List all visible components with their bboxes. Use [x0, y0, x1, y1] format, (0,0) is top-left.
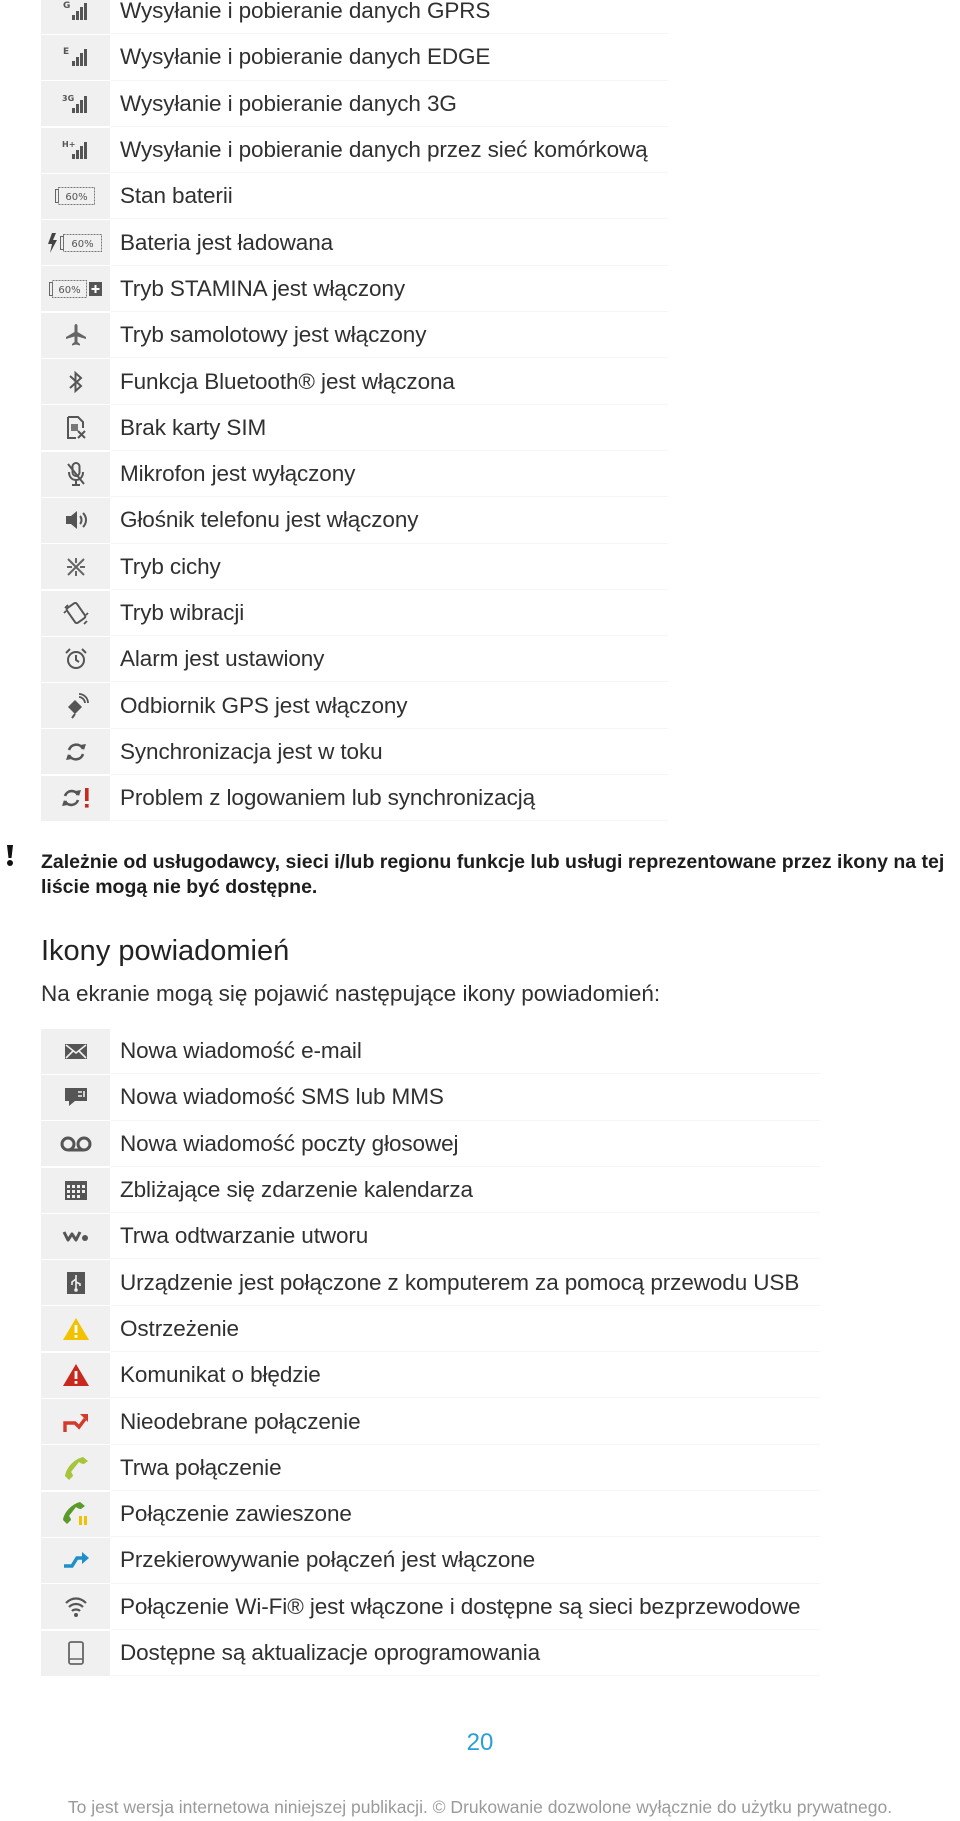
battery-icon [41, 174, 110, 219]
speaker-icon [41, 498, 110, 543]
row-label: Funkcja Bluetooth® jest włączona [120, 368, 455, 394]
table-row [41, 312, 648, 358]
mic-off-icon [41, 452, 110, 497]
wifi-icon [41, 1584, 110, 1629]
row-label: Tryb samolotowy jest włączony [120, 322, 427, 348]
table-row [41, 1584, 800, 1630]
row-label: Tryb cichy [120, 553, 221, 579]
table-row [41, 682, 648, 728]
row-label: Wysyłanie i pobieranie danych przez sieć komórkową [120, 137, 648, 163]
svg-text:E: E [62, 47, 69, 58]
gprs-signal-icon [41, 0, 110, 34]
row-label: Synchronizacja jest w toku [120, 738, 383, 764]
row-label: Problem z logowaniem lub synchronizacją [120, 785, 536, 811]
row-label: Wysyłanie i pobieranie danych GPRS [120, 0, 491, 24]
call-on-hold-icon [41, 1492, 110, 1537]
row-label: Bateria jest ładowana [120, 229, 334, 255]
table-row [41, 81, 648, 127]
row-label: Nowa wiadomość e-mail [120, 1038, 362, 1064]
table-row [41, 497, 648, 543]
table-row [41, 775, 648, 821]
row-label: Nowa wiadomość poczty głosowej [120, 1130, 459, 1156]
svg-text:H+: H+ [61, 140, 75, 150]
voicemail-icon [41, 1121, 110, 1166]
battery-percent: 60% [57, 284, 81, 296]
table-row [41, 219, 648, 265]
table-row [41, 1445, 800, 1491]
table-row [41, 405, 648, 451]
warning-icon [41, 1306, 110, 1351]
row-label: Urządzenie jest połączone z komputerem za pomocą przewodu USB [120, 1269, 800, 1295]
row-label: Stan baterii [120, 183, 233, 209]
table-row [41, 590, 648, 636]
alarm-icon [41, 637, 110, 682]
row-label: Komunikat o błędzie [120, 1362, 321, 1388]
table-row [41, 1213, 800, 1259]
airplane-icon [41, 313, 110, 358]
gps-icon [41, 683, 110, 728]
usb-icon [41, 1260, 110, 1305]
row-label: Tryb STAMINA jest włączony [120, 275, 405, 301]
no-sim-icon [41, 405, 110, 450]
sync-icon [41, 729, 110, 774]
table-row [41, 266, 648, 312]
row-label: Nieodebrane połączenie [120, 1408, 361, 1434]
row-label: Wysyłanie i pobieranie danych 3G [120, 90, 457, 116]
sms-icon [41, 1075, 110, 1120]
battery-percent: 60% [70, 238, 94, 250]
edge-signal-icon [41, 35, 110, 80]
table-row [41, 451, 648, 497]
battery-percent: 60% [64, 192, 88, 204]
hplus-signal-icon [41, 128, 110, 173]
table-row [41, 358, 648, 404]
svg-text:3G: 3G [61, 93, 74, 103]
table-row [41, 1167, 800, 1213]
table-row [41, 1074, 800, 1120]
table-row [41, 1537, 800, 1583]
table-row [41, 1398, 800, 1444]
battery-stamina-icon [41, 266, 110, 311]
battery-charging-icon [41, 220, 110, 265]
table-row [41, 1306, 800, 1352]
status-icon-table [41, 0, 648, 821]
table-row [41, 0, 648, 34]
section-title: Ikony powiadomień [41, 935, 290, 967]
row-label: Alarm jest ustawiony [120, 646, 325, 672]
row-label: Brak karty SIM [120, 414, 267, 440]
row-label: Trwa połączenie [120, 1454, 282, 1480]
row-label: Odbiornik GPS jest włączony [120, 692, 408, 718]
table-row [41, 544, 648, 590]
row-label: Wysyłanie i pobieranie danych EDGE [120, 44, 491, 70]
table-row [41, 173, 648, 219]
row-label: Ostrzeżenie [120, 1315, 239, 1341]
call-in-progress-icon [41, 1445, 110, 1490]
row-label: Połączenie Wi-Fi® jest włączone i dostępne są sieci bezprzewodowe [120, 1593, 801, 1619]
table-row [41, 1121, 800, 1167]
row-label: Zbliżające się zdarzenie kalendarza [120, 1177, 473, 1203]
section-intro: Na ekranie mogą się pojawić następujące ikony powiadomień: [41, 981, 661, 1006]
table-row [41, 1259, 800, 1305]
sync-problem-icon [41, 776, 110, 821]
email-icon [41, 1029, 110, 1074]
vibrate-icon [41, 591, 110, 636]
bluetooth-icon [41, 359, 110, 404]
svg-text:G: G [62, 1, 70, 12]
walkman-icon [41, 1214, 110, 1259]
row-label: Głośnik telefonu jest włączony [120, 507, 419, 533]
notification-icon-table [41, 1028, 800, 1676]
note-text: Zależnie od usługodawcy, sieci i/lub regionu funkcje lub usługi reprezentowane przez ikony na tej liście mogą nie być dostępne. [41, 851, 945, 898]
row-label: Mikrofon jest wyłączony [120, 461, 356, 487]
row-label: Tryb wibracji [120, 600, 245, 625]
table-row [41, 1630, 800, 1676]
silent-mode-icon [41, 544, 110, 589]
missed-call-icon [41, 1399, 110, 1444]
error-icon [41, 1353, 110, 1398]
table-row [41, 729, 648, 775]
row-label: Trwa odtwarzanie utworu [120, 1223, 369, 1249]
table-row [41, 636, 648, 682]
table-row [41, 34, 648, 80]
row-label: Nowa wiadomość SMS lub MMS [120, 1084, 444, 1110]
row-label: Połączenie zawieszone [120, 1501, 352, 1527]
table-row [41, 1491, 800, 1537]
software-update-icon [41, 1631, 110, 1676]
exclamation-icon [5, 845, 15, 869]
row-label: Dostępne są aktualizacje oprogramowania [120, 1640, 541, 1665]
table-row [41, 1028, 800, 1074]
table-row [41, 127, 648, 173]
3g-signal-icon [41, 81, 110, 126]
footer-note: To jest wersja internetowa niniejszej publikacji. © Drukowanie dozwolone wyłącznie do użytku prywatnego. [67, 1797, 893, 1817]
page-number: 20 [466, 1729, 494, 1756]
row-label: Przekierowywanie połączeń jest włączone [120, 1547, 536, 1573]
table-row [41, 1352, 800, 1398]
call-forward-icon [41, 1538, 110, 1583]
calendar-icon [41, 1168, 110, 1213]
